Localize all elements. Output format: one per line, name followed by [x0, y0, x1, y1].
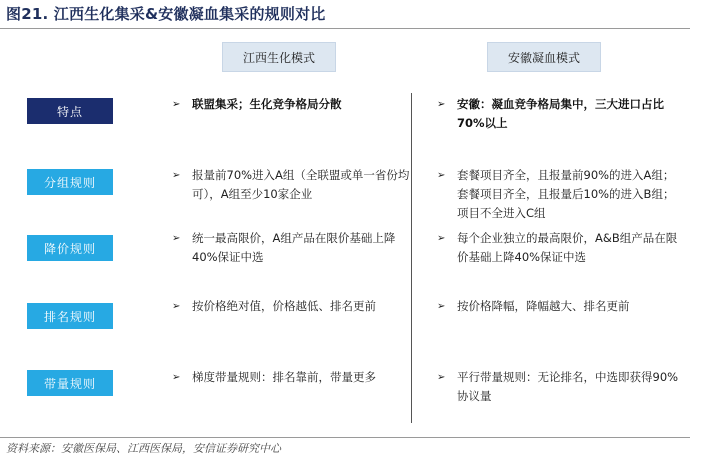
cell-text: 平行带量规则：无论排名，中选即获得90%协议量 — [457, 370, 679, 403]
cell-text: 梯度带量规则：排名靠前，带量更多 — [192, 370, 376, 384]
column-header-anhui: 安徽凝血模式 — [487, 42, 601, 72]
bullet-arrow-icon: ➢ — [437, 170, 446, 181]
bullet-arrow-icon: ➢ — [437, 233, 446, 244]
cell-text: 安徽：凝血竞争格局集中，三大进口占比70%以上 — [457, 97, 664, 130]
cell-text: 按价格降幅，降幅越大、排名更前 — [457, 299, 630, 313]
bullet-arrow-icon: ➢ — [172, 170, 181, 181]
bullet-arrow-icon: ➢ — [172, 99, 181, 110]
row-label-grouping: 分组规则 — [27, 169, 113, 195]
row-label-ranking: 排名规则 — [27, 303, 113, 329]
cell-volume-anhui — [437, 368, 683, 406]
cell-ranking-jiangxi — [172, 297, 414, 316]
cell-price-cut-anhui — [437, 229, 683, 267]
bullet-arrow-icon: ➢ — [437, 99, 446, 110]
cell-text: 报量前70%进入A组（全联盟或单一省份均可），A组至少10家企业 — [192, 168, 410, 201]
row-label-features: 特点 — [27, 98, 113, 124]
cell-grouping-anhui — [437, 166, 683, 223]
cell-grouping-jiangxi — [172, 166, 414, 204]
cell-ranking-anhui — [437, 297, 683, 316]
source-note: 资料来源：安徽医保局、江西医保局，安信证券研究中心 — [6, 442, 281, 455]
cell-text: 套餐项目齐全，且报量前90%的进入A组；套餐项目齐全，且报量后10%的进入B组；项目不全进入C组 — [457, 168, 675, 220]
figure-title: 图21. 江西生化集采&安徽凝血集采的规则对比 — [6, 5, 326, 23]
column-header-jiangxi: 江西生化模式 — [222, 42, 336, 72]
bullet-arrow-icon: ➢ — [437, 301, 446, 312]
cell-features-anhui — [437, 95, 683, 133]
bullet-arrow-icon: ➢ — [172, 301, 181, 312]
cell-features-jiangxi — [172, 95, 414, 114]
top-divider — [0, 28, 690, 29]
bullet-arrow-icon: ➢ — [172, 233, 181, 244]
cell-text: 每个企业独立的最高限价，A&B组产品在限价基础上降40%保证中选 — [457, 231, 678, 264]
cell-text: 统一最高限价，A组产品在限价基础上降40%保证中选 — [192, 231, 396, 264]
row-label-price-cut: 降价规则 — [27, 235, 113, 261]
cell-text: 按价格绝对值，价格越低、排名更前 — [192, 299, 376, 313]
cell-price-cut-jiangxi — [172, 229, 414, 267]
bullet-arrow-icon: ➢ — [172, 372, 181, 383]
cell-text: 联盟集采；生化竞争格局分散 — [192, 97, 342, 111]
cell-volume-jiangxi — [172, 368, 414, 387]
bullet-arrow-icon: ➢ — [437, 372, 446, 383]
bottom-divider — [0, 437, 690, 438]
row-label-volume: 带量规则 — [27, 370, 113, 396]
